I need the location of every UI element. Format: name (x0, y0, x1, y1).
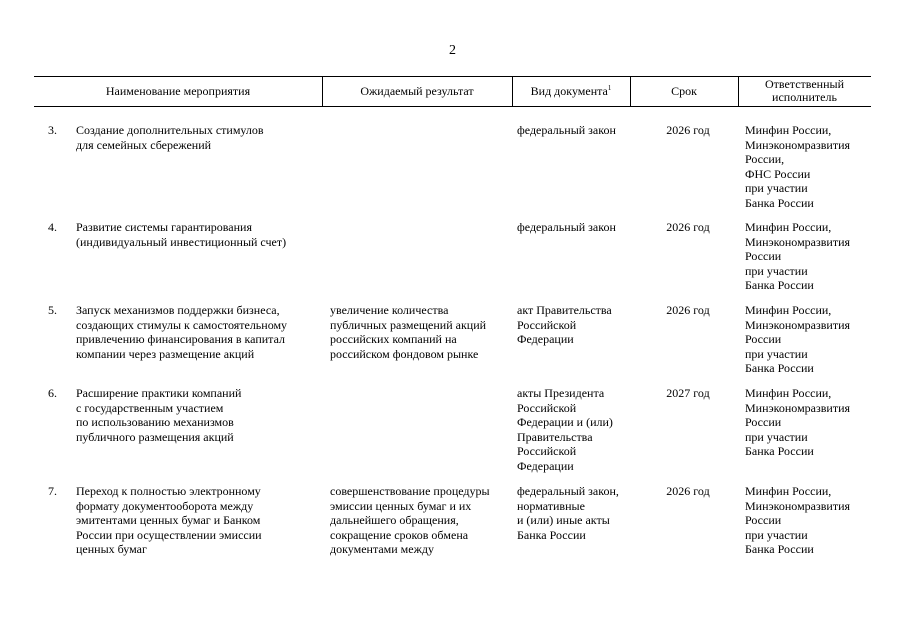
row-result: совершенствование процедуры эмиссии ценных бумаг и их дальнейшего обращения, сокращение сроков обмена документами между (330, 484, 490, 557)
header-name: Наименование мероприятия (105, 83, 251, 98)
row-term: 2026 год (666, 220, 710, 234)
row-name: Расширение практики компаний с государственным участием по использованию механизмов публичного размещения акций (76, 386, 242, 444)
header-responsible: Ответственный исполнитель (764, 77, 845, 104)
row-term: 2026 год (666, 123, 710, 137)
row-number: 3. (48, 123, 57, 137)
row-responsible: Минфин России, Минэкономразвития России при участии Банка России (745, 220, 851, 293)
row-number: 4. (48, 220, 57, 234)
row-result: увеличение количества публичных размещений акций российских компаний на российском фондовом рынке (330, 303, 487, 361)
row-term: 2026 год (666, 303, 710, 317)
row-number: 7. (48, 484, 57, 498)
row-name: Переход к полностью электронному формату документооборота между эмитентами ценных бумаг и Банком России при осуществлении эмиссии ценных бумаг (76, 484, 262, 557)
row-responsible: Минфин России, Минэкономразвития России при участии Банка России (745, 386, 851, 459)
row-number: 5. (48, 303, 57, 317)
header-bottom-rule (34, 106, 871, 107)
row-responsible: Минфин России, Минэкономразвития России при участии Банка России (745, 303, 851, 376)
row-name: Развитие системы гарантирования (индивидуальный инвестиционный счет) (76, 220, 287, 249)
row-doc-type: федеральный закон, нормативные и (или) иные акты Банка России (517, 484, 619, 542)
row-number: 6. (48, 386, 57, 400)
header-term: Срок (671, 83, 697, 98)
header-doc-type: Вид документа$^1$ (530, 83, 612, 98)
header-result: Ожидаемый результат (360, 83, 474, 98)
row-responsible: Минфин России, Минэкономразвития России при участии Банка России (745, 484, 851, 557)
row-name: Создание дополнительных стимулов для семейных сбережений (76, 123, 264, 152)
row-doc-type: акты Президента Российской Федерации и (или) Правительства Российской Федерации (517, 386, 613, 473)
row-doc-type: акт Правительства Российской Федерации (517, 303, 612, 347)
row-name: Запуск механизмов поддержки бизнеса, создающих стимулы к самостоятельному привлечению финансирования в капитал компании через размещение акций (76, 303, 288, 361)
row-term: 2027 год (666, 386, 710, 400)
footnote-marker: 1 (607, 83, 612, 92)
row-doc-type: федеральный закон (517, 220, 616, 234)
row-doc-type: федеральный закон (517, 123, 616, 137)
row-responsible: Минфин России, Минэкономразвития России, ФНС России при участии Банка России (745, 123, 851, 210)
page-number: 2 (449, 43, 456, 58)
row-term: 2026 год (666, 484, 710, 498)
